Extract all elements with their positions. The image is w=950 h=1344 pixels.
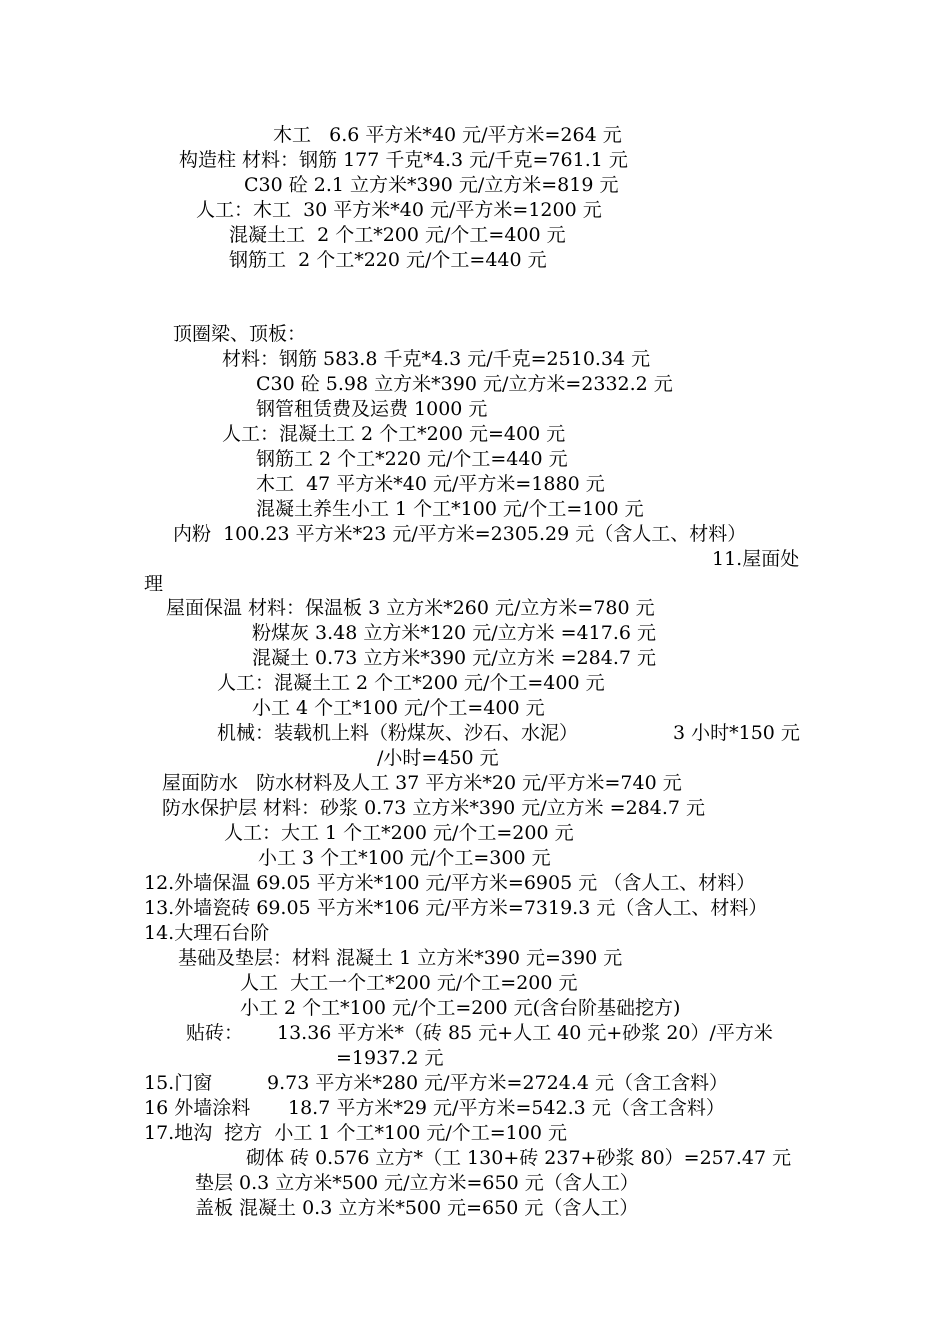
text-line: 木工 6.6 平方米*40 元/平方米=264 元 [273,124,622,146]
text-line: 小工 3 个工*100 元/个工=300 元 [258,847,551,869]
text-line: 屋面防水 防水材料及人工 37 平方米*20 元/平方米=740 元 [162,772,682,794]
text-line: 小工 4 个工*100 元/个工=400 元 [252,697,545,719]
text-line: 人工：混凝土工 2 个工*200 元=400 元 [222,423,566,445]
text-line: 砌体 砖 0.576 立方*（工 130+砖 237+砂浆 80）=257.47 元 [246,1147,792,1169]
text-line: 钢管租赁费及运费 1000 元 [256,398,488,420]
text-line: 小工 2 个工*100 元/个工=200 元(含台阶基础挖方) [240,997,681,1019]
text-line: C30 砼 5.98 立方米*390 元/立方米=2332.2 元 [256,373,673,395]
text-line: /小时=450 元 [377,747,499,769]
text-line: 人工 大工一个工*200 元/个工=200 元 [240,972,578,994]
text-line: 基础及垫层：材料 混凝土 1 立方米*390 元=390 元 [178,947,623,969]
section-heading: 14.大理石台阶 [144,922,270,944]
text-line: 木工 47 平方米*40 元/平方米=1880 元 [256,473,605,495]
text-line: 粉煤灰 3.48 立方米*120 元/立方米 =417.6 元 [252,622,656,644]
section-heading: 11.屋面处 [712,548,800,570]
text-line: 材料：钢筋 583.8 千克*4.3 元/千克=2510.34 元 [222,348,651,370]
text-line: C30 砼 2.1 立方米*390 元/立方米=819 元 [244,174,619,196]
text-line: 垫层 0.3 立方米*500 元/立方米=650 元（含人工） [195,1172,639,1194]
section-heading: 13.外墙瓷砖 69.05 平方米*106 元/平方米=7319.3 元（含人工、材料） [144,897,768,919]
text-line: 内粉 100.23 平方米*23 元/平方米=2305.29 元（含人工、材料） [173,523,747,545]
section-heading: 15.门窗 [144,1072,213,1094]
section-heading: 17.地沟 挖方 小工 1 个工*100 元/个工=100 元 [144,1122,567,1144]
text-line: 构造柱 材料：钢筋 177 千克*4.3 元/千克=761.1 元 [179,149,628,171]
text-line: 机械：装载机上料（粉煤灰、沙石、水泥） [217,722,579,744]
text-line: 人工：木工 30 平方米*40 元/平方米=1200 元 [196,199,602,221]
section-heading: 顶圈梁、顶板： [173,323,307,345]
section-heading: 16 外墙涂料 [144,1097,251,1119]
text-line: 盖板 混凝土 0.3 立方米*500 元=650 元（含人工） [195,1197,639,1219]
text-line: 人工：混凝土工 2 个工*200 元/个工=400 元 [217,672,605,694]
text-line: 混凝土 0.73 立方米*390 元/立方米 =284.7 元 [252,647,656,669]
text-line: 9.73 平方米*280 元/平方米=2724.4 元（含工含料） [267,1072,728,1094]
text-line: 3 小时*150 元 [673,722,800,744]
text-line: 防水保护层 材料：砂浆 0.73 立方米*390 元/立方米 =284.7 元 [162,797,706,819]
text-line: =1937.2 元 [336,1047,444,1069]
text-line: 钢筋工 2 个工*220 元/个工=440 元 [229,249,547,271]
text-line: 混凝土工 2 个工*200 元/个工=400 元 [229,224,566,246]
text-line: 钢筋工 2 个工*220 元/个工=440 元 [256,448,568,470]
text-line: 理 [144,573,164,595]
section-heading: 12.外墙保温 69.05 平方米*100 元/平方米=6905 元 （含人工、材料） [144,872,756,894]
text-line: 18.7 平方米*29 元/平方米=542.3 元（含工含料） [288,1097,725,1119]
text-line: 屋面保温 材料：保温板 3 立方米*260 元/立方米=780 元 [166,597,655,619]
text-line: 13.36 平方米*（砖 85 元+人工 40 元+砂浆 20）/平方米 [277,1022,773,1044]
text-line: 混凝土养生小工 1 个工*100 元/个工=100 元 [256,498,644,520]
text-line: 贴砖： [186,1022,244,1044]
text-line: 人工：大工 1 个工*200 元/个工=200 元 [224,822,574,844]
